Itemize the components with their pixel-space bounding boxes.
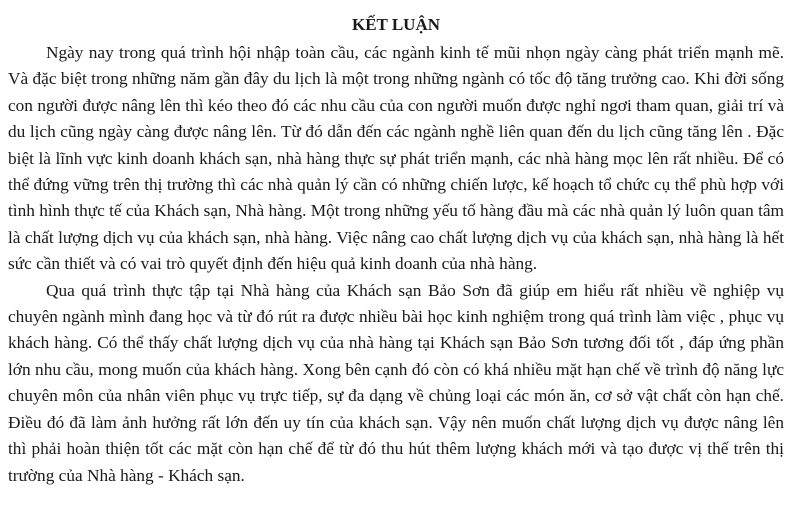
paragraph-1: Ngày nay trong quá trình hội nhập toàn cầu, các ngành kinh tế mũi nhọn ngày càng phát triển mạnh mẽ. Và đặc biệt trong những năm gần đây du lịch là một trong những ngành có tốc độ tăng trưởng cao. Khi đời sống con người được nâng lên thì kéo theo đó các nhu cầu của con người muốn được nghỉ ngơi tham quan, giải trí và du lịch cũng ngày càng được nâng lên. Từ đó dẫn đến các ngành nghề liên quan đến du lịch cũng tăng lên . Đặc biệt là lĩnh vực kinh doanh khách sạn, nhà hàng thực sự phát triển mạnh, các nhà hàng mọc lên rất nhiều. Để có thể đứng vững trên thị trường thì các nhà quản lý cần có những chiến lược, kế hoạch tổ chức cụ thể phù hợp với tình hình thực tế của Khách sạn, Nhà hàng. Một trong những yếu tố hàng đầu mà các nhà quản lý luôn quan tâm là chất lượng dịch vụ của khách sạn, nhà hàng. Việc nâng cao chất lượng dịch vụ của khách sạn, nhà hàng là hết sức cần thiết và có vai trò quyết định đến hiệu quả kinh doanh của nhà hàng. <box>8 43 784 274</box>
page-title: KẾT LUẬN <box>351 15 440 34</box>
paragraph-2: Qua quá trình thực tập tại Nhà hàng của Khách sạn Bảo Sơn đã giúp em hiểu rất nhiều về nghiệp vụ chuyên ngành mình đang học và từ đó rút ra được nhiều bài học kinh nghiệm trong quá trình làm việc , phục vụ khách hàng. Có thể thấy chất lượng dịch vụ của nhà hàng tại Khách sạn Bảo Sơn tương đối tốt , đáp ứng phần lớn nhu cầu, mong muốn của khách hàng. Xong bên cạnh đó còn có khá nhiều mặt hạn chế về trình độ năng lực chuyên môn của nhân viên phục vụ trực tiếp, sự đa dạng về chủng loại các món ăn, cơ sở vật chất còn hạn chế. Điều đó đã làm ảnh hưởng rất lớn đến uy tín của khách sạn. Vậy nên muốn chất lượng dịch vụ được nâng lên thì phải hoàn thiện tốt các mặt còn hạn chế để từ đó thu hút thêm lượng khách mới và tạo được vị thế trên thị trường của Nhà hàng - Khách sạn. <box>8 280 784 485</box>
